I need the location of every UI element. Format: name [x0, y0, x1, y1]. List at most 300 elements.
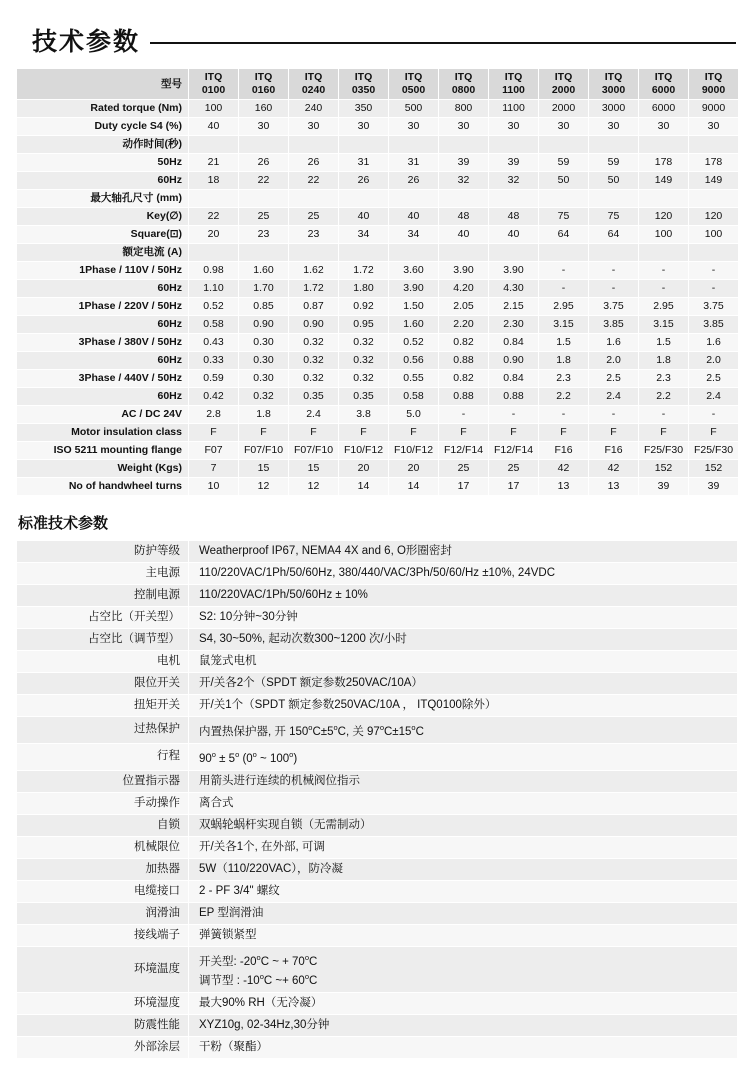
- param-label: 外部涂层: [17, 1037, 189, 1059]
- cell-value: [439, 136, 489, 154]
- cell-value: 100: [689, 226, 739, 244]
- param-label: 接线端子: [17, 924, 189, 946]
- cell-value: 26: [289, 154, 339, 172]
- table-row: [17, 352, 739, 370]
- cell-value: 1.72: [339, 262, 389, 280]
- model-header-3: ITQ 0350: [339, 69, 389, 100]
- row-label: ISO 5211 mounting flange: [17, 442, 189, 460]
- cell-value: 30: [689, 118, 739, 136]
- param-label: 行程: [17, 743, 189, 770]
- table-row: [17, 298, 739, 316]
- param-label: 自锁: [17, 814, 189, 836]
- cell-value: [489, 136, 539, 154]
- cell-value: 2.30: [489, 316, 539, 334]
- cell-value: 40: [439, 226, 489, 244]
- table-row: [17, 118, 739, 136]
- cell-value: 1.70: [239, 280, 289, 298]
- param-value: 开/关各1个, 在外部, 可调: [189, 836, 738, 858]
- standard-table-body: [17, 541, 738, 1059]
- cell-value: 2.5: [589, 370, 639, 388]
- cell-value: 0.55: [389, 370, 439, 388]
- param-value: $90^o \pm 5^o$ (0$^o$ ~ 100$^o$): [189, 743, 738, 770]
- row-label: Weight (Kgs): [17, 460, 189, 478]
- table-row: [17, 924, 738, 946]
- table-row: [17, 406, 739, 424]
- cell-value: 4.20: [439, 280, 489, 298]
- cell-value: 50: [539, 172, 589, 190]
- spec-table-body: [17, 100, 739, 496]
- cell-value: 40: [339, 208, 389, 226]
- cell-value: F16: [589, 442, 639, 460]
- cell-value: 1100: [489, 100, 539, 118]
- param-label: 占空比（开关型）: [17, 607, 189, 629]
- table-row: [17, 190, 739, 208]
- cell-value: 0.30: [239, 334, 289, 352]
- table-row: [17, 334, 739, 352]
- cell-value: [639, 136, 689, 154]
- cell-value: 2.0: [589, 352, 639, 370]
- model-header-0: ITQ 0100: [189, 69, 239, 100]
- cell-value: 13: [539, 478, 589, 496]
- table-row: [17, 695, 738, 717]
- table-row: [17, 585, 738, 607]
- table-row: [17, 442, 739, 460]
- cell-value: F10/F12: [389, 442, 439, 460]
- cell-value: 1.80: [339, 280, 389, 298]
- cell-value: 3.90: [489, 262, 539, 280]
- cell-value: F07/F10: [239, 442, 289, 460]
- model-header-4: ITQ 0500: [389, 69, 439, 100]
- cell-value: 75: [539, 208, 589, 226]
- cell-value: 1.5: [639, 334, 689, 352]
- cell-value: [389, 244, 439, 262]
- cell-value: 1.60: [389, 316, 439, 334]
- cell-value: 3.85: [589, 316, 639, 334]
- cell-value: F: [489, 424, 539, 442]
- cell-value: 50: [589, 172, 639, 190]
- cell-value: 350: [339, 100, 389, 118]
- cell-value: 22: [239, 172, 289, 190]
- cell-value: 3.15: [639, 316, 689, 334]
- cell-value: 2.3: [639, 370, 689, 388]
- cell-value: 18: [189, 172, 239, 190]
- model-header-7: ITQ 2000: [539, 69, 589, 100]
- cell-value: [539, 190, 589, 208]
- param-value: EP 型润滑油: [189, 902, 738, 924]
- cell-value: 75: [589, 208, 639, 226]
- cell-value: 3.75: [589, 298, 639, 316]
- technical-parameters-table: [16, 68, 739, 496]
- table-row: [17, 858, 738, 880]
- cell-value: 0.35: [339, 388, 389, 406]
- cell-value: 32: [439, 172, 489, 190]
- cell-value: F: [239, 424, 289, 442]
- row-label: 最大轴孔尺寸 (mm): [17, 190, 189, 208]
- param-value: Weatherproof IP67, NEMA4 4X and 6, O形圈密封: [189, 541, 738, 563]
- cell-value: 2.20: [439, 316, 489, 334]
- table-row: [17, 316, 739, 334]
- cell-value: [589, 190, 639, 208]
- row-label: 额定电流 (A): [17, 244, 189, 262]
- cell-value: 30: [589, 118, 639, 136]
- cell-value: [339, 190, 389, 208]
- table-row: [17, 993, 738, 1015]
- param-label: 控制电源: [17, 585, 189, 607]
- cell-value: 0.84: [489, 370, 539, 388]
- row-label: 3Phase / 380V / 50Hz: [17, 334, 189, 352]
- cell-value: F10/F12: [339, 442, 389, 460]
- cell-value: 42: [589, 460, 639, 478]
- cell-value: F: [589, 424, 639, 442]
- cell-value: 59: [589, 154, 639, 172]
- cell-value: 2.4: [689, 388, 739, 406]
- cell-value: 2.4: [589, 388, 639, 406]
- cell-value: 1.5: [539, 334, 589, 352]
- cell-value: 1.8: [539, 352, 589, 370]
- table-row: [17, 1015, 738, 1037]
- cell-value: 22: [189, 208, 239, 226]
- page-title: [32, 22, 736, 58]
- table-row: [17, 100, 739, 118]
- param-value: 双蜗轮蜗杆实现自锁（无需制动）: [189, 814, 738, 836]
- model-header-8: ITQ 3000: [589, 69, 639, 100]
- cell-value: [189, 244, 239, 262]
- title-divider: [150, 42, 736, 44]
- cell-value: 0.88: [489, 388, 539, 406]
- row-label: Motor insulation class: [17, 424, 189, 442]
- cell-value: 100: [639, 226, 689, 244]
- cell-value: F: [389, 424, 439, 442]
- cell-value: -: [689, 262, 739, 280]
- cell-value: 1.60: [239, 262, 289, 280]
- cell-value: F12/F14: [439, 442, 489, 460]
- cell-value: 40: [189, 118, 239, 136]
- cell-value: 152: [689, 460, 739, 478]
- cell-value: 25: [239, 208, 289, 226]
- cell-value: 64: [539, 226, 589, 244]
- cell-value: 5.0: [389, 406, 439, 424]
- row-label: Key(∅): [17, 208, 189, 226]
- cell-value: [639, 190, 689, 208]
- table-row: [17, 460, 739, 478]
- cell-value: 14: [339, 478, 389, 496]
- cell-value: 2.8: [189, 406, 239, 424]
- cell-value: F07: [189, 442, 239, 460]
- cell-value: -: [689, 406, 739, 424]
- cell-value: 4.30: [489, 280, 539, 298]
- cell-value: 800: [439, 100, 489, 118]
- cell-value: 0.90: [289, 316, 339, 334]
- cell-value: 3.60: [389, 262, 439, 280]
- cell-value: F12/F14: [489, 442, 539, 460]
- cell-value: 0.82: [439, 370, 489, 388]
- cell-value: 2.5: [689, 370, 739, 388]
- cell-value: 22: [289, 172, 339, 190]
- row-label: 60Hz: [17, 316, 189, 334]
- row-label: AC / DC 24V: [17, 406, 189, 424]
- table-row: [17, 902, 738, 924]
- table-row: [17, 814, 738, 836]
- table-row: [17, 154, 739, 172]
- cell-value: 15: [239, 460, 289, 478]
- param-value-line1: 开关型: -20$^o$C ~ + $70^oC$: [199, 952, 318, 968]
- cell-value: 17: [489, 478, 539, 496]
- table-row: [17, 226, 739, 244]
- table-row: [17, 836, 738, 858]
- cell-value: 149: [639, 172, 689, 190]
- row-label: Rated torque (Nm): [17, 100, 189, 118]
- cell-value: 40: [489, 226, 539, 244]
- row-label: 1Phase / 110V / 50Hz: [17, 262, 189, 280]
- cell-value: 23: [239, 226, 289, 244]
- cell-value: 0.58: [189, 316, 239, 334]
- cell-value: 64: [589, 226, 639, 244]
- cell-value: 1.8: [639, 352, 689, 370]
- cell-value: 30: [489, 118, 539, 136]
- cell-value: -: [639, 262, 689, 280]
- table-row: [17, 563, 738, 585]
- cell-value: 0.56: [389, 352, 439, 370]
- model-header-1: ITQ 0160: [239, 69, 289, 100]
- cell-value: 2.15: [489, 298, 539, 316]
- cell-value: [689, 244, 739, 262]
- cell-value: 2.05: [439, 298, 489, 316]
- standard-parameters-table: [16, 540, 738, 1059]
- cell-value: 240: [289, 100, 339, 118]
- cell-value: 21: [189, 154, 239, 172]
- model-header-6: ITQ 1100: [489, 69, 539, 100]
- cell-value: 0.98: [189, 262, 239, 280]
- cell-value: 26: [339, 172, 389, 190]
- table-row: [17, 244, 739, 262]
- cell-value: -: [539, 406, 589, 424]
- param-value: 110/220VAC/1Ph/50/60Hz ± 10%: [189, 585, 738, 607]
- cell-value: 0.30: [239, 370, 289, 388]
- row-label: 3Phase / 440V / 50Hz: [17, 370, 189, 388]
- table-row: [17, 673, 738, 695]
- cell-value: 0.82: [439, 334, 489, 352]
- cell-value: 17: [439, 478, 489, 496]
- cell-value: 34: [339, 226, 389, 244]
- cell-value: [639, 244, 689, 262]
- row-label: 动作时间(秒): [17, 136, 189, 154]
- cell-value: [489, 190, 539, 208]
- cell-value: [389, 136, 439, 154]
- cell-value: 0.59: [189, 370, 239, 388]
- cell-value: 100: [189, 100, 239, 118]
- table-row: [17, 651, 738, 673]
- cell-value: 0.52: [189, 298, 239, 316]
- cell-value: 30: [539, 118, 589, 136]
- table-row: [17, 717, 738, 744]
- cell-value: 2000: [539, 100, 589, 118]
- cell-value: 59: [539, 154, 589, 172]
- cell-value: [189, 136, 239, 154]
- cell-value: 152: [639, 460, 689, 478]
- cell-value: -: [539, 280, 589, 298]
- cell-value: 1.6: [689, 334, 739, 352]
- cell-value: F25/F30: [639, 442, 689, 460]
- row-label: 60Hz: [17, 388, 189, 406]
- table-row: [17, 770, 738, 792]
- cell-value: [589, 136, 639, 154]
- table-row: [17, 280, 739, 298]
- table-row: [17, 208, 739, 226]
- param-label: 防护等级: [17, 541, 189, 563]
- cell-value: 160: [239, 100, 289, 118]
- cell-value: 0.32: [339, 370, 389, 388]
- table-row: [17, 629, 738, 651]
- table-row: [17, 792, 738, 814]
- cell-value: 10: [189, 478, 239, 496]
- cell-value: F: [339, 424, 389, 442]
- param-label: 占空比（调节型）: [17, 629, 189, 651]
- cell-value: 0.85: [239, 298, 289, 316]
- cell-value: -: [639, 280, 689, 298]
- param-value: [189, 946, 738, 993]
- cell-value: 3000: [589, 100, 639, 118]
- table-row: [17, 262, 739, 280]
- cell-value: 12: [289, 478, 339, 496]
- cell-value: 500: [389, 100, 439, 118]
- cell-value: 0.58: [389, 388, 439, 406]
- param-label: 润滑油: [17, 902, 189, 924]
- cell-value: F16: [539, 442, 589, 460]
- spec-table-head: [17, 69, 739, 100]
- row-label: 60Hz: [17, 352, 189, 370]
- cell-value: [239, 136, 289, 154]
- cell-value: F: [189, 424, 239, 442]
- table-row: [17, 743, 738, 770]
- cell-value: 32: [489, 172, 539, 190]
- cell-value: 7: [189, 460, 239, 478]
- cell-value: -: [589, 280, 639, 298]
- cell-value: [689, 136, 739, 154]
- cell-value: 30: [389, 118, 439, 136]
- cell-value: -: [539, 262, 589, 280]
- cell-value: 30: [639, 118, 689, 136]
- param-label: 电机: [17, 651, 189, 673]
- cell-value: 0.88: [439, 388, 489, 406]
- cell-value: 25: [289, 208, 339, 226]
- cell-value: 48: [439, 208, 489, 226]
- cell-value: 149: [689, 172, 739, 190]
- cell-value: 1.72: [289, 280, 339, 298]
- cell-value: 20: [389, 460, 439, 478]
- cell-value: 31: [389, 154, 439, 172]
- cell-value: [239, 190, 289, 208]
- table-header-row: [17, 69, 739, 100]
- cell-value: 0.87: [289, 298, 339, 316]
- table-row: [17, 541, 738, 563]
- cell-value: 3.90: [439, 262, 489, 280]
- param-value-line2: 调节型 : -10$^o$C ~+ $60^oC$: [199, 972, 318, 988]
- cell-value: 3.8: [339, 406, 389, 424]
- row-label: 60Hz: [17, 172, 189, 190]
- cell-value: 178: [639, 154, 689, 172]
- param-value: 干粉（聚酯）: [189, 1037, 738, 1059]
- model-header-10: ITQ 9000: [689, 69, 739, 100]
- cell-value: 2.2: [539, 388, 589, 406]
- cell-value: 31: [339, 154, 389, 172]
- cell-value: 0.88: [439, 352, 489, 370]
- param-label: 防震性能: [17, 1015, 189, 1037]
- cell-value: 30: [439, 118, 489, 136]
- param-value: 开/关1个（SPDT 额定参数250VAC/10A ， ITQ0100除外）: [189, 695, 738, 717]
- param-label: 限位开关: [17, 673, 189, 695]
- table-row: [17, 946, 738, 993]
- param-label: 环境湿度: [17, 993, 189, 1015]
- param-value: S4, 30~50%, 起动次数300~1200 次/小时: [189, 629, 738, 651]
- model-header-5: ITQ 0800: [439, 69, 489, 100]
- cell-value: [239, 244, 289, 262]
- section-title-standard: 标准技术参数: [18, 515, 109, 532]
- model-header-9: ITQ 6000: [639, 69, 689, 100]
- cell-value: 120: [689, 208, 739, 226]
- cell-value: 0.32: [289, 370, 339, 388]
- param-label: 主电源: [17, 563, 189, 585]
- cell-value: [589, 244, 639, 262]
- cell-value: 25: [489, 460, 539, 478]
- cell-value: 0.32: [339, 334, 389, 352]
- cell-value: 0.35: [289, 388, 339, 406]
- table-row: [17, 478, 739, 496]
- cell-value: 2.95: [639, 298, 689, 316]
- cell-value: [389, 190, 439, 208]
- param-label: 位置指示器: [17, 770, 189, 792]
- cell-value: -: [589, 262, 639, 280]
- cell-value: F: [639, 424, 689, 442]
- cell-value: 0.52: [389, 334, 439, 352]
- cell-value: 39: [489, 154, 539, 172]
- cell-value: 48: [489, 208, 539, 226]
- cell-value: 40: [389, 208, 439, 226]
- param-value: S2: 10分钟~30分钟: [189, 607, 738, 629]
- param-label: 手动操作: [17, 792, 189, 814]
- cell-value: 20: [339, 460, 389, 478]
- cell-value: 12: [239, 478, 289, 496]
- cell-value: F25/F30: [689, 442, 739, 460]
- page-title-text: 技术参数: [32, 28, 141, 56]
- cell-value: [289, 136, 339, 154]
- row-label: No of handwheel turns: [17, 478, 189, 496]
- cell-value: [539, 136, 589, 154]
- cell-value: [289, 244, 339, 262]
- param-label: 电缆接口: [17, 880, 189, 902]
- cell-value: 14: [389, 478, 439, 496]
- cell-value: F: [289, 424, 339, 442]
- cell-value: 2.2: [639, 388, 689, 406]
- cell-value: 1.6: [589, 334, 639, 352]
- cell-value: 39: [439, 154, 489, 172]
- param-label: 加热器: [17, 858, 189, 880]
- cell-value: F: [439, 424, 489, 442]
- cell-value: 1.50: [389, 298, 439, 316]
- cell-value: -: [489, 406, 539, 424]
- cell-value: 2.4: [289, 406, 339, 424]
- cell-value: [489, 244, 539, 262]
- cell-value: 9000: [689, 100, 739, 118]
- cell-value: 23: [289, 226, 339, 244]
- param-label: 机械限位: [17, 836, 189, 858]
- param-value: 鼠笼式电机: [189, 651, 738, 673]
- cell-value: 2.3: [539, 370, 589, 388]
- cell-value: 13: [589, 478, 639, 496]
- param-value: 2 - PF 3/4" 螺纹: [189, 880, 738, 902]
- cell-value: 0.92: [339, 298, 389, 316]
- cell-value: 3.15: [539, 316, 589, 334]
- param-value: 用箭头进行连续的机械阀位指示: [189, 770, 738, 792]
